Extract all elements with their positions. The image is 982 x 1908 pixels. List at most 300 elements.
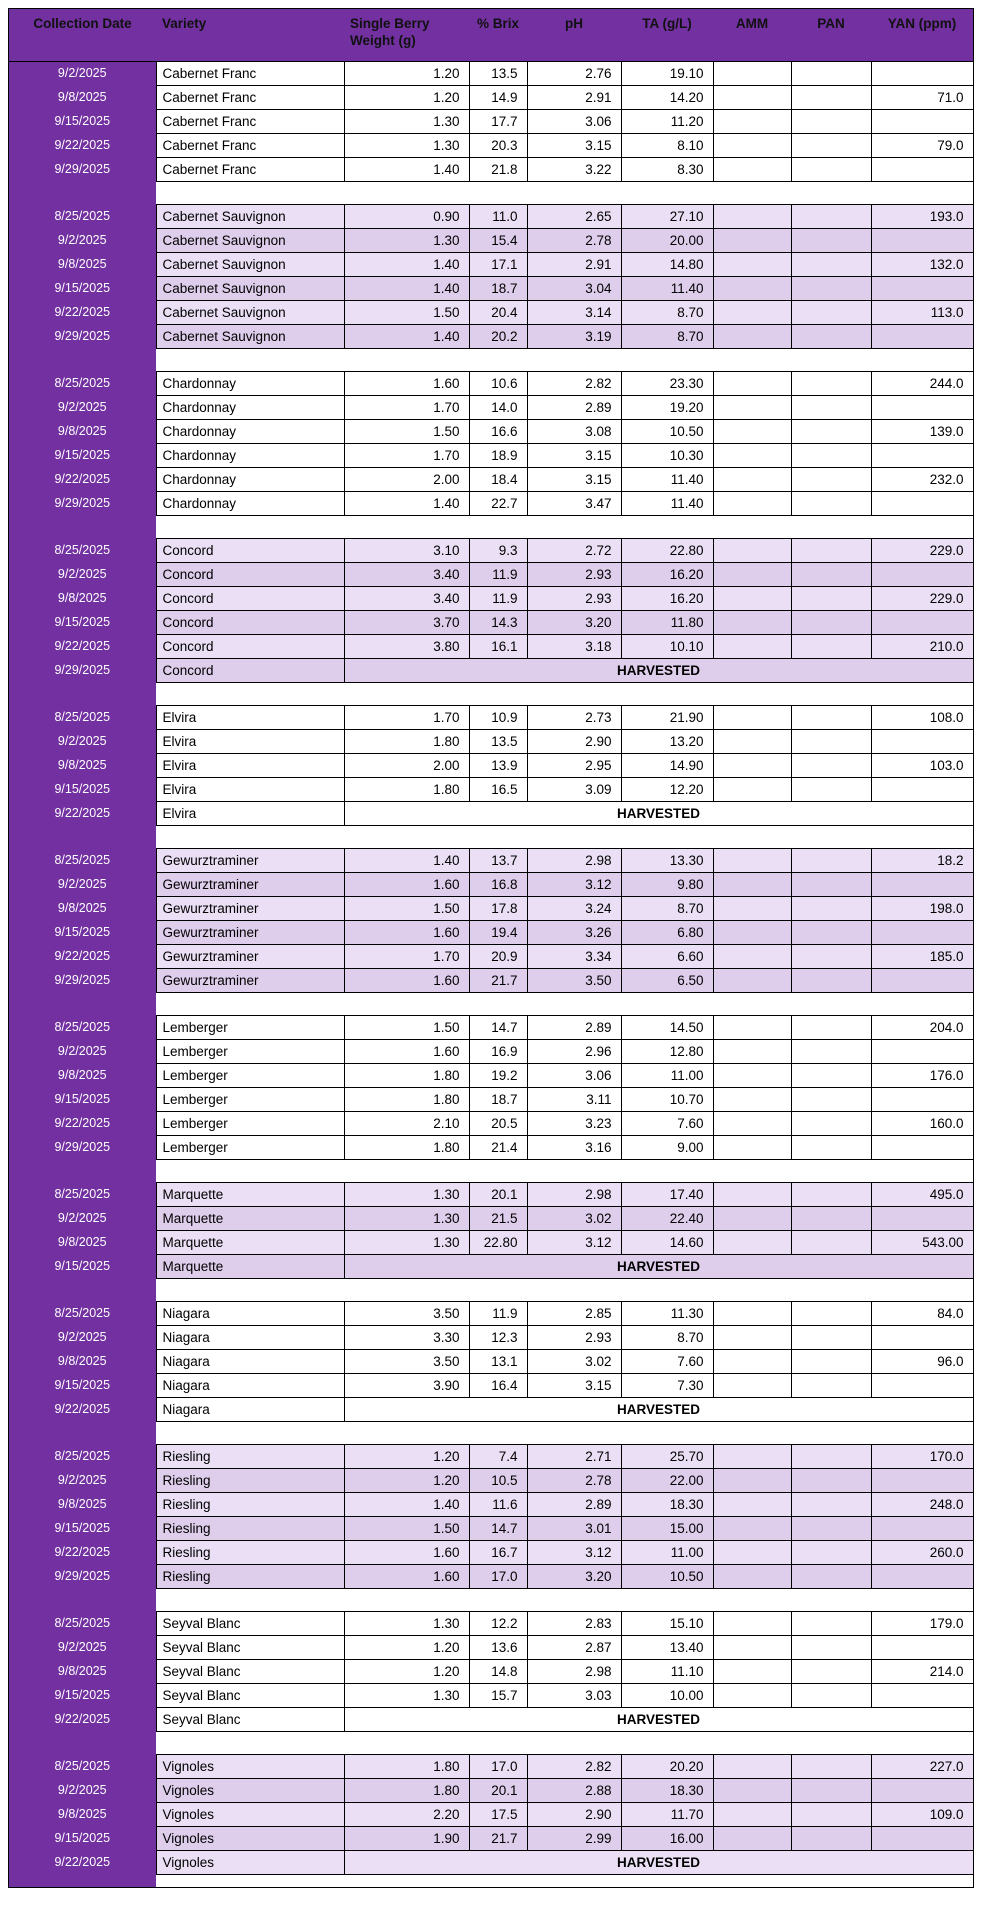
variety-cell: Elvira xyxy=(156,777,344,801)
ph-cell: 2.95 xyxy=(527,753,621,777)
table-row xyxy=(9,1349,973,1373)
ph-cell: 2.93 xyxy=(527,1325,621,1349)
collection-date-cell xyxy=(9,825,156,848)
yan-cell: 170.0 xyxy=(871,1444,973,1468)
variety-cell: Lemberger xyxy=(156,1135,344,1159)
table-row xyxy=(9,1516,973,1540)
brix-cell: 19.2 xyxy=(469,1063,527,1087)
weight-cell: 1.60 xyxy=(344,371,469,395)
amm-cell xyxy=(713,1778,791,1802)
pan-cell xyxy=(791,133,871,157)
collection-date-cell: 9/8/2025 xyxy=(9,1492,156,1516)
collection-date-cell: 9/22/2025 xyxy=(9,1707,156,1731)
variety-cell: Cabernet Franc xyxy=(156,61,344,85)
yan-cell xyxy=(871,1087,973,1111)
brix-cell: 12.3 xyxy=(469,1325,527,1349)
table-row xyxy=(9,1468,973,1492)
weight-cell: 3.70 xyxy=(344,610,469,634)
collection-date-cell: 9/8/2025 xyxy=(9,896,156,920)
collection-date-cell: 9/8/2025 xyxy=(9,1349,156,1373)
amm-cell xyxy=(713,753,791,777)
variety-cell: Elvira xyxy=(156,753,344,777)
ta-cell: 18.30 xyxy=(621,1492,713,1516)
ph-cell: 2.98 xyxy=(527,1659,621,1683)
brix-cell: 20.2 xyxy=(469,324,527,348)
variety-cell: Niagara xyxy=(156,1349,344,1373)
pan-cell xyxy=(791,157,871,181)
brix-cell: 10.5 xyxy=(469,1468,527,1492)
pan-cell xyxy=(791,896,871,920)
ta-cell: 9.00 xyxy=(621,1135,713,1159)
weight-cell: 1.20 xyxy=(344,85,469,109)
table-row xyxy=(9,1087,973,1111)
pan-cell xyxy=(791,1540,871,1564)
spacer-cell xyxy=(156,348,973,371)
ta-cell: 22.80 xyxy=(621,538,713,562)
brix-cell: 11.6 xyxy=(469,1492,527,1516)
pan-cell xyxy=(791,872,871,896)
pan-cell xyxy=(791,777,871,801)
collection-date-cell: 9/8/2025 xyxy=(9,753,156,777)
brix-cell: 15.7 xyxy=(469,1683,527,1707)
amm-cell xyxy=(713,1087,791,1111)
weight-cell: 1.60 xyxy=(344,1039,469,1063)
brix-cell: 14.0 xyxy=(469,395,527,419)
brix-cell: 19.4 xyxy=(469,920,527,944)
collection-date-cell: 9/29/2025 xyxy=(9,491,156,515)
brix-cell: 13.1 xyxy=(469,1349,527,1373)
group-spacer-row xyxy=(9,1874,973,1887)
brix-cell: 21.4 xyxy=(469,1135,527,1159)
variety-cell: Gewurztraminer xyxy=(156,944,344,968)
amm-cell xyxy=(713,1325,791,1349)
brix-cell: 16.6 xyxy=(469,419,527,443)
variety-cell: Chardonnay xyxy=(156,443,344,467)
weight-cell: 3.30 xyxy=(344,1325,469,1349)
variety-cell: Marquette xyxy=(156,1254,344,1278)
ph-cell: 3.02 xyxy=(527,1206,621,1230)
spacer-cell xyxy=(156,1588,973,1611)
brix-cell: 14.9 xyxy=(469,85,527,109)
ph-cell: 2.82 xyxy=(527,1754,621,1778)
ph-cell: 2.76 xyxy=(527,61,621,85)
ph-cell: 2.98 xyxy=(527,848,621,872)
collection-date-cell xyxy=(9,1874,156,1887)
variety-cell: Seyval Blanc xyxy=(156,1635,344,1659)
yan-cell: 109.0 xyxy=(871,1802,973,1826)
spacer-cell xyxy=(156,181,973,204)
ta-cell: 11.40 xyxy=(621,491,713,515)
ph-cell: 3.09 xyxy=(527,777,621,801)
brix-cell: 20.1 xyxy=(469,1182,527,1206)
collection-date-cell xyxy=(9,1731,156,1754)
collection-date-cell: 9/2/2025 xyxy=(9,1325,156,1349)
weight-cell: 1.60 xyxy=(344,920,469,944)
weight-cell: 1.70 xyxy=(344,705,469,729)
ph-cell: 3.20 xyxy=(527,610,621,634)
weight-cell: 1.30 xyxy=(344,228,469,252)
ta-cell: 13.20 xyxy=(621,729,713,753)
variety-cell: Vignoles xyxy=(156,1802,344,1826)
weight-cell: 1.50 xyxy=(344,419,469,443)
weight-cell: 3.50 xyxy=(344,1301,469,1325)
collection-date-cell: 9/2/2025 xyxy=(9,61,156,85)
variety-cell: Vignoles xyxy=(156,1826,344,1850)
ta-cell: 6.50 xyxy=(621,968,713,992)
ph-cell: 2.72 xyxy=(527,538,621,562)
ta-cell: 16.20 xyxy=(621,586,713,610)
brix-cell: 11.9 xyxy=(469,586,527,610)
ph-cell: 2.91 xyxy=(527,252,621,276)
weight-cell: 1.70 xyxy=(344,443,469,467)
brix-cell: 20.5 xyxy=(469,1111,527,1135)
ta-cell: 11.00 xyxy=(621,1063,713,1087)
collection-date-cell: 9/2/2025 xyxy=(9,1039,156,1063)
weight-cell: 1.80 xyxy=(344,1135,469,1159)
ph-cell: 3.47 xyxy=(527,491,621,515)
yan-cell: 71.0 xyxy=(871,85,973,109)
amm-cell xyxy=(713,1683,791,1707)
collection-date-cell: 9/15/2025 xyxy=(9,1683,156,1707)
header-row xyxy=(9,9,973,61)
ph-cell: 2.71 xyxy=(527,1444,621,1468)
yan-cell: 132.0 xyxy=(871,252,973,276)
pan-cell xyxy=(791,705,871,729)
ph-cell: 3.08 xyxy=(527,419,621,443)
variety-cell: Concord xyxy=(156,562,344,586)
yan-cell: 210.0 xyxy=(871,634,973,658)
brix-cell: 22.80 xyxy=(469,1230,527,1254)
ph-cell: 2.88 xyxy=(527,1778,621,1802)
yan-cell: 108.0 xyxy=(871,705,973,729)
harvested-cell: HARVESTED xyxy=(344,801,973,825)
collection-date-cell: 9/15/2025 xyxy=(9,1826,156,1850)
variety-cell: Cabernet Franc xyxy=(156,85,344,109)
variety-cell: Niagara xyxy=(156,1301,344,1325)
brix-cell: 16.7 xyxy=(469,1540,527,1564)
pan-cell xyxy=(791,1635,871,1659)
variety-cell: Seyval Blanc xyxy=(156,1611,344,1635)
weight-cell: 1.70 xyxy=(344,395,469,419)
brix-cell: 21.8 xyxy=(469,157,527,181)
pan-cell xyxy=(791,1206,871,1230)
amm-cell xyxy=(713,252,791,276)
weight-cell: 1.80 xyxy=(344,1754,469,1778)
berry-maturity-sheet xyxy=(8,8,974,1888)
brix-cell: 15.4 xyxy=(469,228,527,252)
group-spacer-row xyxy=(9,515,973,538)
yan-cell: 193.0 xyxy=(871,204,973,228)
variety-cell: Vignoles xyxy=(156,1778,344,1802)
weight-cell: 2.10 xyxy=(344,1111,469,1135)
ta-cell: 11.80 xyxy=(621,610,713,634)
weight-cell: 1.40 xyxy=(344,252,469,276)
weight-cell: 3.40 xyxy=(344,562,469,586)
collection-date-cell xyxy=(9,682,156,705)
variety-cell: Niagara xyxy=(156,1325,344,1349)
variety-cell: Riesling xyxy=(156,1540,344,1564)
ta-cell: 13.30 xyxy=(621,848,713,872)
yan-cell: 229.0 xyxy=(871,586,973,610)
yan-cell xyxy=(871,324,973,348)
ta-cell: 10.50 xyxy=(621,1564,713,1588)
ta-cell: 8.70 xyxy=(621,896,713,920)
table-row xyxy=(9,920,973,944)
weight-cell: 1.20 xyxy=(344,1635,469,1659)
pan-cell xyxy=(791,491,871,515)
amm-cell xyxy=(713,1349,791,1373)
ph-cell: 3.12 xyxy=(527,872,621,896)
variety-cell: Gewurztraminer xyxy=(156,896,344,920)
yan-cell xyxy=(871,968,973,992)
pan-cell xyxy=(791,1826,871,1850)
spacer-cell xyxy=(156,1874,973,1887)
variety-cell: Cabernet Franc xyxy=(156,133,344,157)
pan-cell xyxy=(791,443,871,467)
pan-cell xyxy=(791,1135,871,1159)
variety-cell: Chardonnay xyxy=(156,467,344,491)
ta-cell: 16.20 xyxy=(621,562,713,586)
pan-cell xyxy=(791,1444,871,1468)
pan-cell xyxy=(791,1349,871,1373)
yan-cell: 229.0 xyxy=(871,538,973,562)
collection-date-cell: 9/2/2025 xyxy=(9,1206,156,1230)
collection-date-cell: 9/2/2025 xyxy=(9,1635,156,1659)
amm-cell xyxy=(713,586,791,610)
brix-cell: 20.3 xyxy=(469,133,527,157)
pan-cell xyxy=(791,586,871,610)
amm-cell xyxy=(713,634,791,658)
yan-cell: 96.0 xyxy=(871,1349,973,1373)
table-row xyxy=(9,204,973,228)
ph-cell: 2.73 xyxy=(527,705,621,729)
ph-cell: 2.82 xyxy=(527,371,621,395)
collection-date-cell: 9/2/2025 xyxy=(9,1468,156,1492)
variety-cell: Gewurztraminer xyxy=(156,968,344,992)
ta-cell: 18.30 xyxy=(621,1778,713,1802)
table-row xyxy=(9,1707,973,1731)
amm-cell xyxy=(713,1182,791,1206)
collection-date-cell xyxy=(9,515,156,538)
brix-cell: 18.9 xyxy=(469,443,527,467)
weight-cell: 1.60 xyxy=(344,1564,469,1588)
weight-cell: 1.30 xyxy=(344,1611,469,1635)
yan-cell xyxy=(871,1135,973,1159)
yan-cell xyxy=(871,872,973,896)
table-row xyxy=(9,1325,973,1349)
pan-cell xyxy=(791,968,871,992)
pan-cell xyxy=(791,1468,871,1492)
table-row xyxy=(9,1444,973,1468)
pan-cell xyxy=(791,944,871,968)
brix-cell: 17.0 xyxy=(469,1754,527,1778)
ta-cell: 23.30 xyxy=(621,371,713,395)
collection-date-cell: 9/15/2025 xyxy=(9,443,156,467)
weight-cell: 1.20 xyxy=(344,1468,469,1492)
collection-date-cell: 9/22/2025 xyxy=(9,801,156,825)
yan-cell: 179.0 xyxy=(871,1611,973,1635)
ph-cell: 3.26 xyxy=(527,920,621,944)
table-row xyxy=(9,729,973,753)
yan-cell xyxy=(871,920,973,944)
ph-cell: 3.24 xyxy=(527,896,621,920)
ph-cell: 2.89 xyxy=(527,395,621,419)
amm-cell xyxy=(713,777,791,801)
ta-cell: 22.00 xyxy=(621,1468,713,1492)
amm-cell xyxy=(713,395,791,419)
weight-cell: 1.30 xyxy=(344,1206,469,1230)
ta-cell: 20.00 xyxy=(621,228,713,252)
weight-cell: 1.70 xyxy=(344,944,469,968)
variety-cell: Chardonnay xyxy=(156,419,344,443)
variety-cell: Concord xyxy=(156,586,344,610)
amm-cell xyxy=(713,1039,791,1063)
variety-cell: Gewurztraminer xyxy=(156,848,344,872)
brix-cell: 16.8 xyxy=(469,872,527,896)
ph-cell: 2.96 xyxy=(527,1039,621,1063)
yan-cell: 185.0 xyxy=(871,944,973,968)
variety-cell: Lemberger xyxy=(156,1111,344,1135)
ph-cell: 3.22 xyxy=(527,157,621,181)
brix-cell: 14.7 xyxy=(469,1516,527,1540)
spacer-cell xyxy=(156,992,973,1015)
pan-cell xyxy=(791,109,871,133)
brix-cell: 17.8 xyxy=(469,896,527,920)
brix-cell: 20.4 xyxy=(469,300,527,324)
col-header-variety: Variety xyxy=(156,9,344,61)
amm-cell xyxy=(713,1230,791,1254)
spacer-cell xyxy=(156,825,973,848)
yan-cell: 84.0 xyxy=(871,1301,973,1325)
pan-cell xyxy=(791,1516,871,1540)
harvested-cell: HARVESTED xyxy=(344,658,973,682)
amm-cell xyxy=(713,1492,791,1516)
amm-cell xyxy=(713,324,791,348)
collection-date-cell: 9/15/2025 xyxy=(9,1254,156,1278)
pan-cell xyxy=(791,1230,871,1254)
brix-cell: 13.9 xyxy=(469,753,527,777)
table-row xyxy=(9,1826,973,1850)
amm-cell xyxy=(713,1015,791,1039)
variety-cell: Marquette xyxy=(156,1206,344,1230)
ph-cell: 3.18 xyxy=(527,634,621,658)
ta-cell: 11.40 xyxy=(621,467,713,491)
weight-cell: 1.40 xyxy=(344,276,469,300)
collection-date-cell: 9/29/2025 xyxy=(9,157,156,181)
variety-cell: Seyval Blanc xyxy=(156,1707,344,1731)
collection-date-cell: 9/29/2025 xyxy=(9,658,156,682)
yan-cell xyxy=(871,777,973,801)
collection-date-cell: 9/8/2025 xyxy=(9,1230,156,1254)
amm-cell xyxy=(713,300,791,324)
pan-cell xyxy=(791,729,871,753)
table-row xyxy=(9,1754,973,1778)
brix-cell: 10.6 xyxy=(469,371,527,395)
yan-cell: 204.0 xyxy=(871,1015,973,1039)
variety-cell: Niagara xyxy=(156,1373,344,1397)
yan-cell xyxy=(871,1635,973,1659)
yan-cell xyxy=(871,729,973,753)
variety-cell: Gewurztraminer xyxy=(156,920,344,944)
pan-cell xyxy=(791,1611,871,1635)
weight-cell: 1.50 xyxy=(344,1516,469,1540)
amm-cell xyxy=(713,491,791,515)
weight-cell: 3.90 xyxy=(344,1373,469,1397)
variety-cell: Concord xyxy=(156,610,344,634)
ta-cell: 14.20 xyxy=(621,85,713,109)
ta-cell: 6.60 xyxy=(621,944,713,968)
weight-cell: 0.90 xyxy=(344,204,469,228)
weight-cell: 3.10 xyxy=(344,538,469,562)
collection-date-cell: 9/15/2025 xyxy=(9,920,156,944)
amm-cell xyxy=(713,944,791,968)
yan-cell xyxy=(871,157,973,181)
ta-cell: 10.10 xyxy=(621,634,713,658)
col-header-brix: % Brix xyxy=(469,9,527,61)
variety-cell: Vignoles xyxy=(156,1850,344,1874)
yan-cell xyxy=(871,562,973,586)
collection-date-cell: 9/22/2025 xyxy=(9,1111,156,1135)
collection-date-cell: 9/15/2025 xyxy=(9,276,156,300)
table-row xyxy=(9,109,973,133)
brix-cell: 7.4 xyxy=(469,1444,527,1468)
weight-header-line2: Weight (g) xyxy=(350,33,416,48)
ph-cell: 2.91 xyxy=(527,85,621,109)
amm-cell xyxy=(713,1826,791,1850)
variety-cell: Riesling xyxy=(156,1516,344,1540)
amm-cell xyxy=(713,1635,791,1659)
pan-cell xyxy=(791,276,871,300)
pan-cell xyxy=(791,1015,871,1039)
variety-cell: Lemberger xyxy=(156,1039,344,1063)
collection-date-cell: 9/29/2025 xyxy=(9,1135,156,1159)
variety-cell: Elvira xyxy=(156,801,344,825)
ta-cell: 14.60 xyxy=(621,1230,713,1254)
brix-cell: 20.9 xyxy=(469,944,527,968)
brix-cell: 21.7 xyxy=(469,1826,527,1850)
pan-cell xyxy=(791,252,871,276)
table-row xyxy=(9,133,973,157)
pan-cell xyxy=(791,562,871,586)
col-header-single-berry-weight xyxy=(344,9,469,61)
ph-cell: 3.16 xyxy=(527,1135,621,1159)
collection-date-cell: 9/2/2025 xyxy=(9,395,156,419)
amm-cell xyxy=(713,133,791,157)
variety-cell: Elvira xyxy=(156,705,344,729)
collection-date-cell: 9/22/2025 xyxy=(9,1397,156,1421)
ta-cell: 8.70 xyxy=(621,1325,713,1349)
ta-cell: 11.00 xyxy=(621,1540,713,1564)
ta-cell: 15.10 xyxy=(621,1611,713,1635)
spacer-cell xyxy=(156,682,973,705)
table-row xyxy=(9,1540,973,1564)
variety-cell: Chardonnay xyxy=(156,491,344,515)
ph-cell: 3.02 xyxy=(527,1349,621,1373)
ta-cell: 10.50 xyxy=(621,419,713,443)
harvested-cell: HARVESTED xyxy=(344,1397,973,1421)
brix-cell: 17.7 xyxy=(469,109,527,133)
amm-cell xyxy=(713,872,791,896)
brix-cell: 16.4 xyxy=(469,1373,527,1397)
yan-cell xyxy=(871,1683,973,1707)
amm-cell xyxy=(713,1301,791,1325)
yan-cell: 160.0 xyxy=(871,1111,973,1135)
ph-cell: 3.12 xyxy=(527,1230,621,1254)
ph-cell: 2.78 xyxy=(527,228,621,252)
pan-cell xyxy=(791,371,871,395)
amm-cell xyxy=(713,729,791,753)
pan-cell xyxy=(791,1659,871,1683)
